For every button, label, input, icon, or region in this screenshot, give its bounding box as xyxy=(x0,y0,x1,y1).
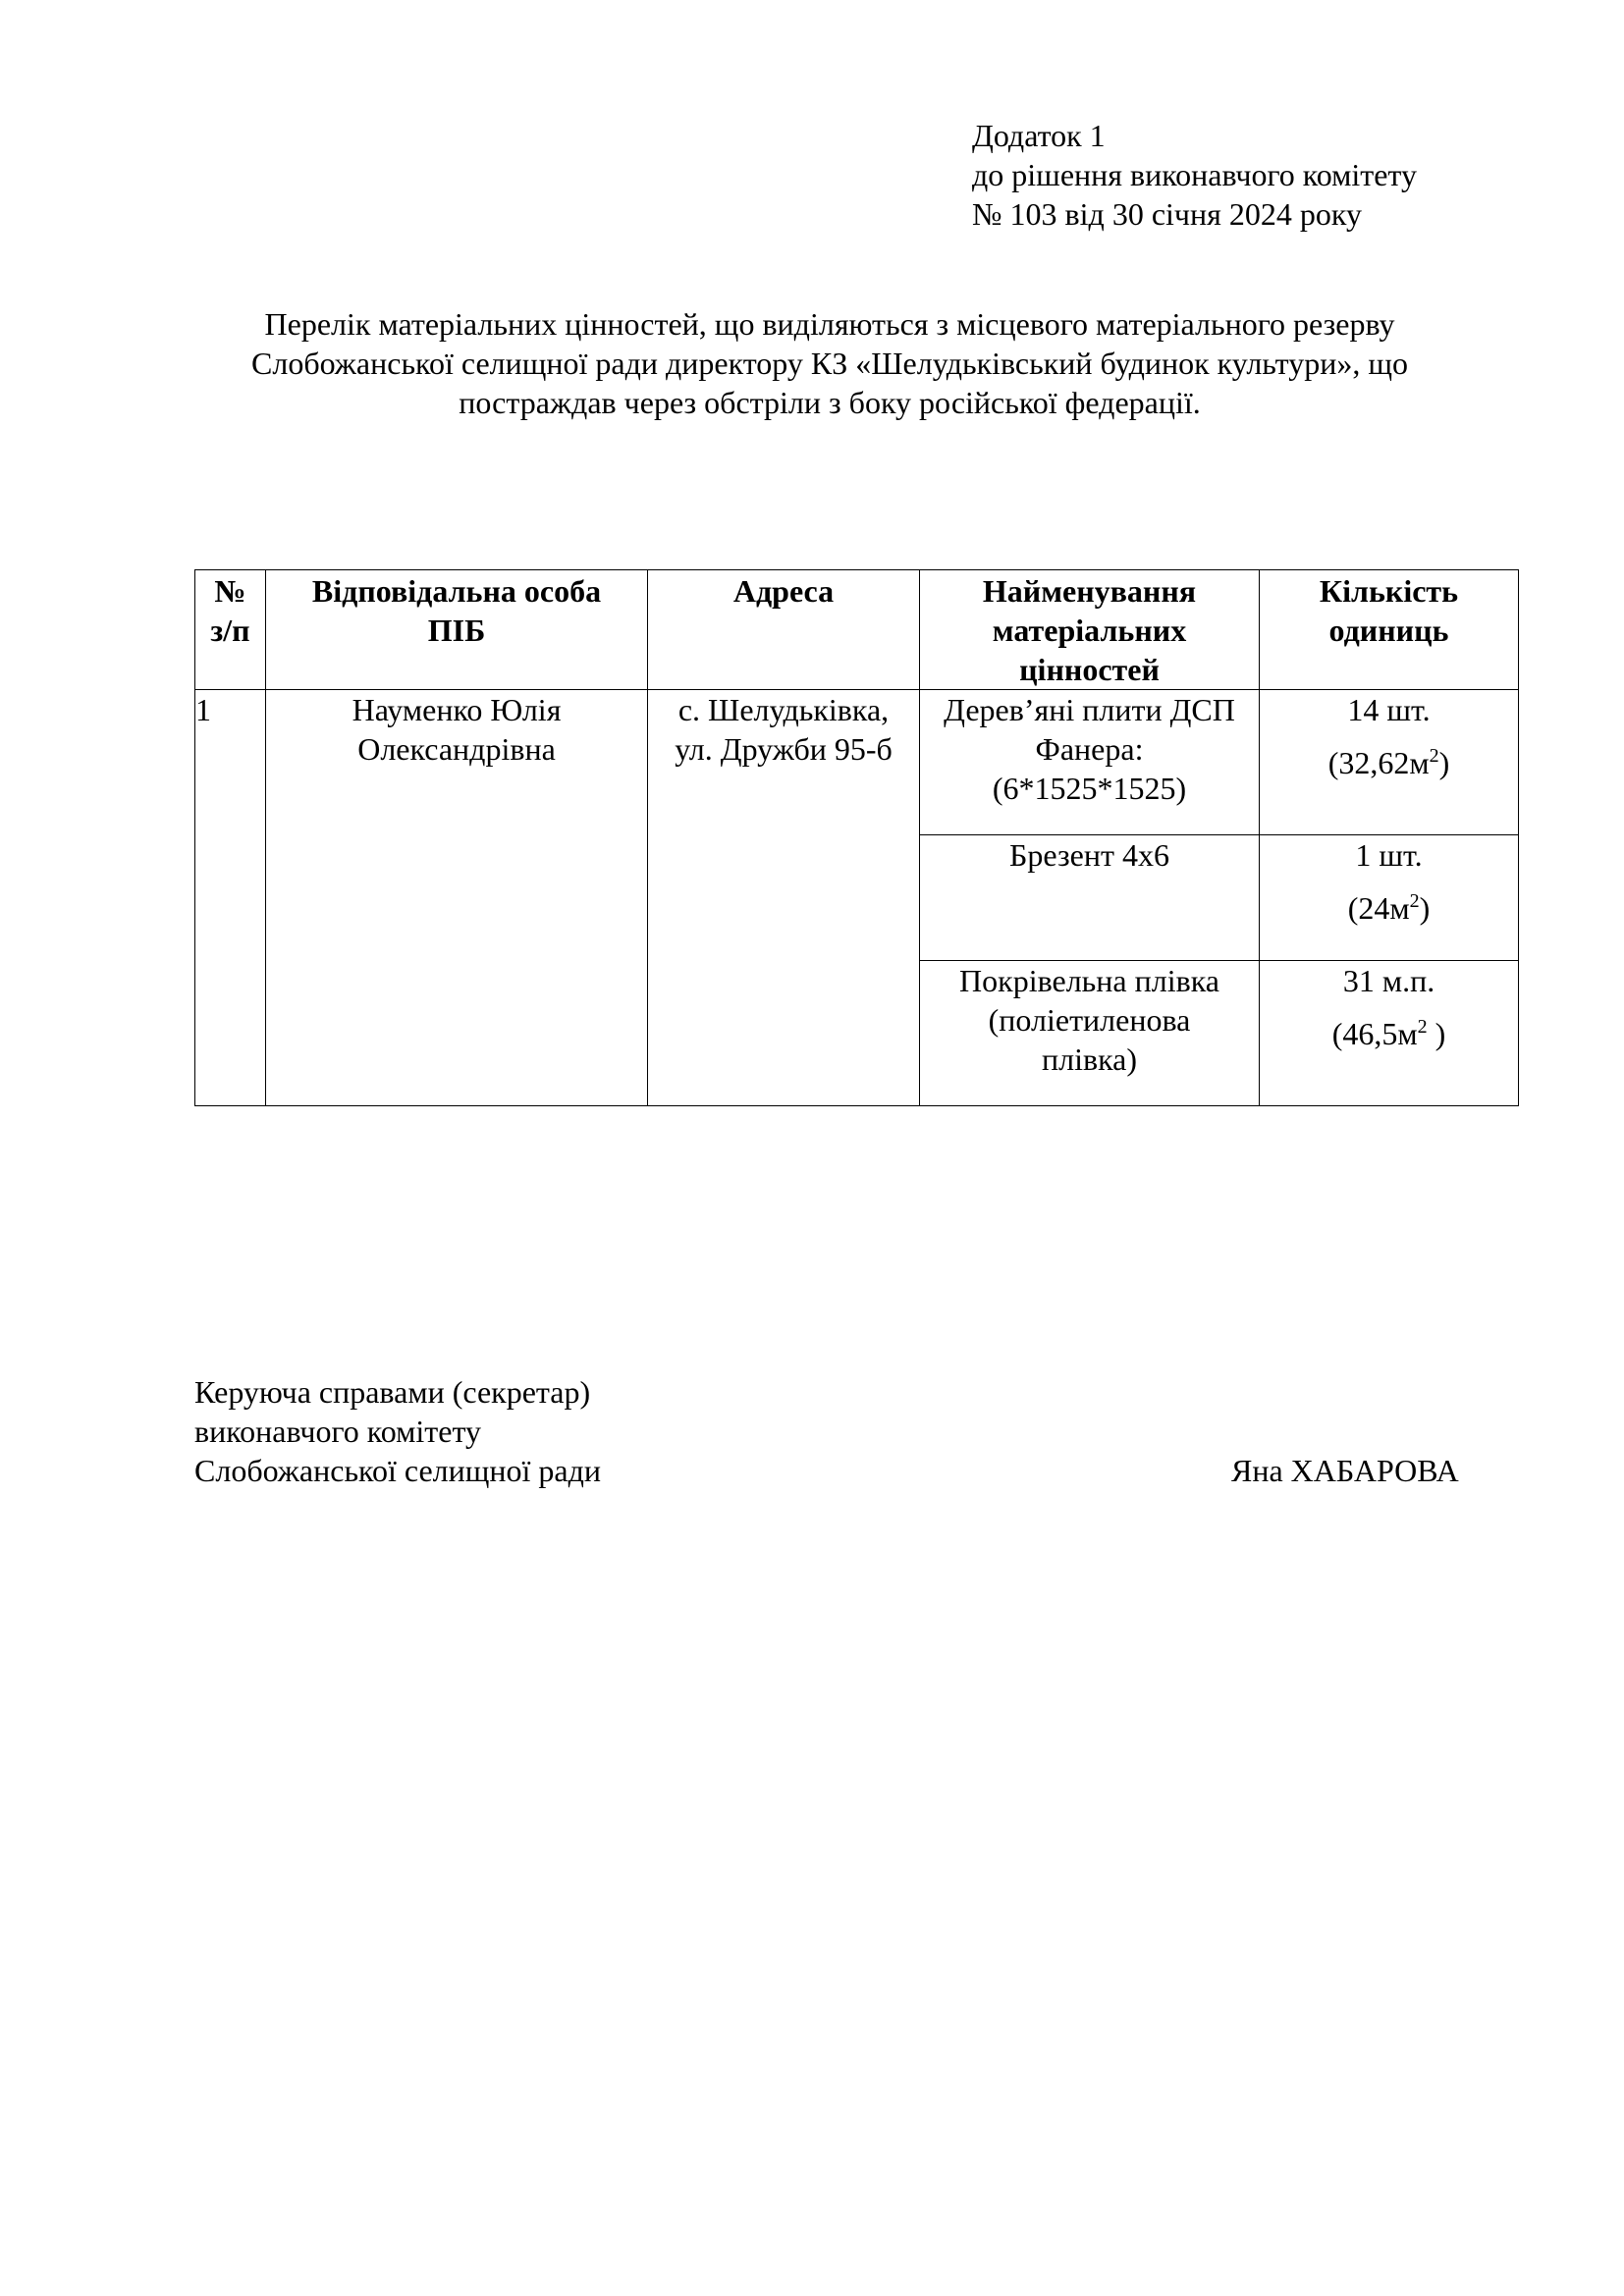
row-number: 1 xyxy=(195,692,211,727)
item-quantity-cell-2 xyxy=(1260,835,1519,961)
item-quantity-cell-1 xyxy=(1260,690,1519,835)
header-person-line-1: Відповідальна особа xyxy=(311,573,602,609)
item-3-name-line-2: (поліетиленова xyxy=(988,1002,1191,1038)
header-name-line-1: Найменування xyxy=(982,573,1197,609)
item-2-quantity: 1 шт. xyxy=(1355,837,1423,873)
header-item-name xyxy=(920,570,1260,690)
item-name-cell-3 xyxy=(920,961,1260,1106)
position-line-1: Керуюча справами (секретар) xyxy=(194,1374,591,1410)
item-1-area-close: ) xyxy=(1438,745,1450,780)
annex-line-1: Додаток 1 xyxy=(972,118,1106,153)
position-line-3: Слобожанської селищної ради xyxy=(194,1453,601,1488)
item-name-cell-1 xyxy=(920,690,1260,835)
address-cell xyxy=(648,690,920,1106)
header-number-line-2: з/п xyxy=(210,613,250,648)
header-address-text: Адреса xyxy=(732,573,835,609)
item-2-area-exponent: 2 xyxy=(1409,890,1420,912)
header-qty-line-1: Кількість xyxy=(1319,573,1459,609)
item-1-area-value: (32,62м xyxy=(1327,745,1430,780)
item-3-area xyxy=(1260,1014,1518,1053)
table-header-row xyxy=(195,570,1519,690)
item-1-area xyxy=(1260,743,1518,782)
item-3-area-close: ) xyxy=(1427,1016,1446,1051)
header-name-line-2: матеріальних xyxy=(992,613,1187,648)
item-1-area-exponent: 2 xyxy=(1429,745,1439,767)
item-1-name-line-2: Фанера: xyxy=(1035,731,1144,767)
row-number-cell xyxy=(195,690,266,1106)
header-number-line-1: № xyxy=(214,573,246,609)
header-address xyxy=(648,570,920,690)
materials-table xyxy=(194,569,1519,1106)
header-number xyxy=(195,570,266,690)
person-line-1: Науменко Юлія xyxy=(352,692,562,727)
item-3-area-value: (46,5м xyxy=(1331,1016,1418,1051)
header-qty-line-2: одиниць xyxy=(1328,613,1449,648)
title-line-2: Слобожанської селищної ради директору КЗ «Шелудьківський будинок культури», що xyxy=(251,346,1408,381)
item-3-quantity: 31 м.п. xyxy=(1342,963,1435,998)
annex-line-3: № 103 від 30 січня 2024 року xyxy=(972,196,1362,232)
item-2-name-line-1: Брезент 4х6 xyxy=(1009,837,1169,873)
item-name-cell-2 xyxy=(920,835,1260,961)
title-line-3: постраждав через обстріли з боку російської федерації. xyxy=(459,385,1201,420)
header-name-line-3: цінностей xyxy=(1019,652,1160,687)
item-2-area xyxy=(1260,888,1518,928)
item-2-area-value: (24м xyxy=(1347,890,1410,926)
address-line-1: с. Шелудьківка, xyxy=(677,692,890,727)
position-line-2: виконавчого комітету xyxy=(194,1414,481,1449)
signatory-position xyxy=(194,1372,601,1490)
item-1-name-line-3: (6*1525*1525) xyxy=(992,771,1187,806)
header-quantity xyxy=(1260,570,1519,690)
document-title xyxy=(147,304,1512,422)
title-line-1: Перелік матеріальних цінностей, що виділяються з місцевого матеріального резерву xyxy=(264,306,1395,342)
item-3-name-line-3: плівка) xyxy=(1041,1041,1137,1077)
item-1-name-line-1: Дерев’яні плити ДСП xyxy=(944,692,1235,727)
annex-line-2: до рішення виконавчого комітету xyxy=(972,157,1417,192)
annex-header xyxy=(972,116,1417,234)
item-2-area-close: ) xyxy=(1419,890,1431,926)
item-3-name-line-1: Покрівельна плівка xyxy=(959,963,1219,998)
address-line-2: ул. Дружби 95-б xyxy=(675,731,893,767)
item-quantity-cell-3 xyxy=(1260,961,1519,1106)
signatory-name: Яна ХАБАРОВА xyxy=(1231,1453,1459,1488)
person-line-2: Олександрівна xyxy=(357,731,556,767)
header-responsible-person xyxy=(266,570,648,690)
responsible-person-cell xyxy=(266,690,648,1106)
item-1-quantity: 14 шт. xyxy=(1347,692,1431,727)
item-3-area-exponent: 2 xyxy=(1417,1016,1428,1038)
header-person-line-2: ПІБ xyxy=(427,613,486,648)
table-row xyxy=(195,690,1519,835)
